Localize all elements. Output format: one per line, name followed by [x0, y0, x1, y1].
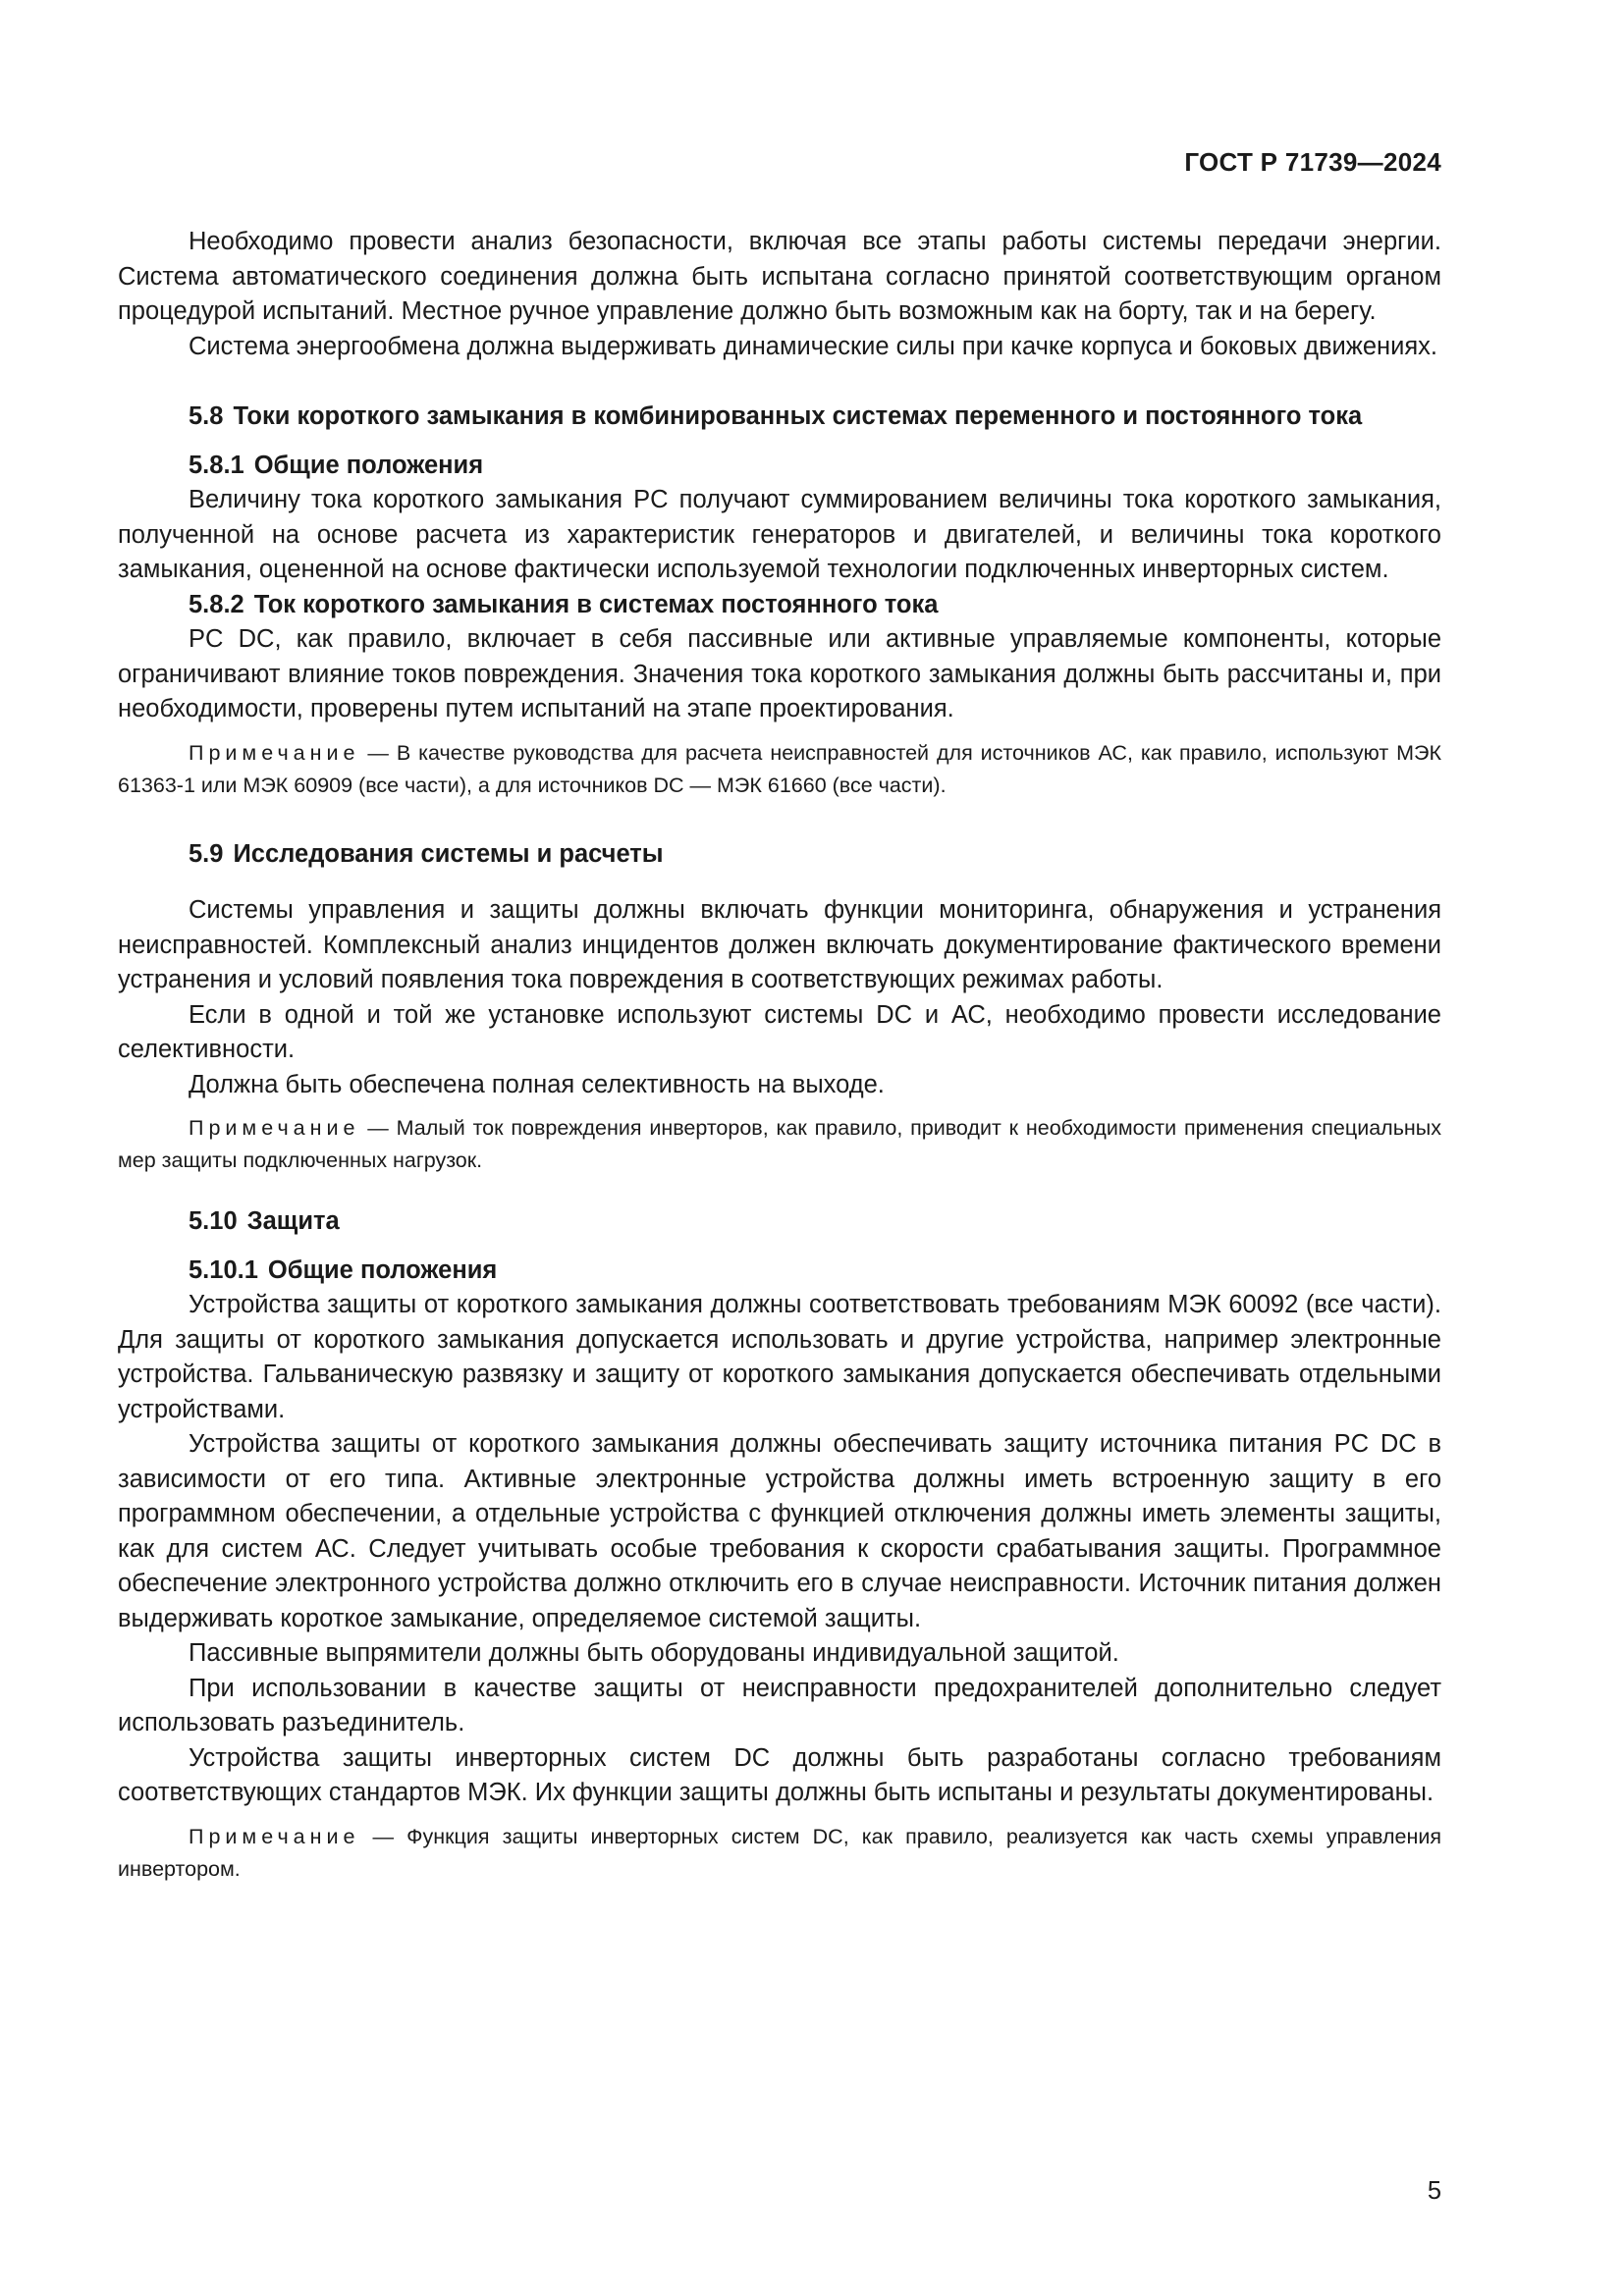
section-title: Ток короткого замыкания в системах постоянного тока [253, 590, 939, 618]
paragraph: Устройства защиты от короткого замыкания должны соответствовать требованиям МЭК 60092 (все части). Для защиты от короткого замыкания допускается использовать и другие устройства, например электронные устройства. Гальваническую развязку и защиту от короткого замыкания допускается обеспечивать отдельными устройствами. [118, 1291, 1441, 1423]
paragraph: Устройства защиты от короткого замыкания должны обеспечивать защиту источника питания PC DC в зависимости от его типа. Активные электронные устройства должны иметь встроенную защиту в его программном обеспечении, а отдельные устройства с функцией отключения должны иметь элементы защиты, как для систем АС. Следует учитывать особые требования к скорости срабатывания защиты. Программное обеспечение электронного устройства должно отключить его в случае неисправности. Источник питания должен выдерживать короткое замыкание, определяемое системой защиты. [118, 1430, 1441, 1632]
subsection-5-8-2-heading [118, 588, 1441, 623]
paragraph: При использовании в качестве защиты от неисправности предохранителей дополнительно следует использовать разъединитель. [118, 1674, 1441, 1736]
paragraph: Системы управления и защиты должны включать функции мониторинга, обнаружения и устранения неисправностей. Комплексный анализ инцидентов должен включать документирование фактического времени устранения и условий появления тока повреждения в соответствующих режимах работы. [118, 896, 1441, 993]
section-title: Общие положения [253, 451, 484, 479]
paragraph: Устройства защиты инверторных систем DC должны быть разработаны согласно требованиям соответствующих стандартов МЭК. Их функции защиты должны быть испытаны и результаты документированы. [118, 1743, 1441, 1806]
section-number: 5.8.2 [189, 590, 244, 618]
section-5-9-heading [118, 837, 1441, 873]
subsection-5-10-1-heading [118, 1254, 1441, 1289]
note-label: Примечание [189, 1116, 360, 1140]
intro-paragraph-2: Система энергообмена должна выдерживать динамические силы при качке корпуса и боковых движениях. [189, 332, 1437, 360]
section-title: Исследования системы и расчеты [233, 839, 664, 868]
paragraph: Должна быть обеспечена полная селективность на выходе. [189, 1070, 885, 1098]
note-label: Примечание [189, 740, 360, 765]
section-number: 5.10 [189, 1207, 238, 1235]
paragraph: PC DC, как правило, включает в себя пассивные или активные управляемые компоненты, которые ограничивают влияние токов повреждения. Значения тока короткого замыкания должны быть рассчитаны и, при необходимости, проверены путем испытаний на этапе проектирования. [118, 625, 1441, 722]
note-text: Функция защиты инверторных систем DC, как правило, реализуется как часть схемы управления инвертором. [118, 1824, 1442, 1881]
document-body [118, 225, 1441, 1886]
paragraph: Величину тока короткого замыкания PC получают суммированием величины тока короткого замыкания, полученной на основе расчета из характеристик генераторов и двигателей, и величины тока короткого замыкания, оцененной на основе фактически используемой технологии подключенных инверторных систем. [118, 486, 1441, 583]
document-id-header: ГОСТ Р 71739—2024 [1184, 147, 1441, 177]
note: Примечание — В качестве руководства для расчета неисправностей для источников АС, как правило, используют МЭК 61363-1 или МЭК 60909 (все части), а для источников DC — МЭК 61660 (все части). [118, 740, 1442, 797]
note-label: Примечание [189, 1824, 360, 1848]
section-title: Токи короткого замыкания в комбинированных системах переменного и постоянного тока [233, 402, 1363, 430]
section-number: 5.10.1 [189, 1255, 258, 1284]
paragraph: Если в одной и той же установке используют системы DC и АС, необходимо провести исследование селективности. [118, 1000, 1441, 1063]
intro-paragraph-1: Необходимо провести анализ безопасности, включая все этапы работы системы передачи энергии. Система автоматического соединения должна быть испытана согласно принятой соответствующим органом процедурой испытаний. Местное ручное управление должно быть возможным как на борту, так и на берегу. [118, 228, 1441, 325]
section-number: 5.9 [189, 839, 224, 868]
paragraph: Пассивные выпрямители должны быть оборудованы индивидуальной защитой. [189, 1639, 1119, 1667]
note: Примечание — Малый ток повреждения инверторов, как правило, приводит к необходимости применения специальных мер защиты подключенных нагрузок. [118, 1116, 1441, 1172]
section-title: Общие положения [267, 1255, 498, 1284]
note-text: В качестве руководства для расчета неисправностей для источников АС, как правило, используют МЭК 61363-1 или МЭК 60909 (все части), а для источников DC — МЭК 61660 (все части). [118, 740, 1442, 797]
section-title: Защита [246, 1207, 340, 1235]
page-number: 5 [1427, 2177, 1441, 2205]
subsection-5-8-1-heading [118, 449, 1441, 484]
note: Примечание — Функция защиты инверторных систем DC, как правило, реализуется как часть схемы управления инвертором. [118, 1824, 1442, 1881]
note-text: Малый ток повреждения инверторов, как правило, приводит к необходимости применения специальных мер защиты подключенных нагрузок. [118, 1116, 1441, 1172]
section-number: 5.8 [189, 402, 224, 430]
section-5-8-heading [118, 400, 1441, 435]
section-5-10-heading [118, 1204, 1441, 1240]
section-number: 5.8.1 [189, 451, 244, 479]
